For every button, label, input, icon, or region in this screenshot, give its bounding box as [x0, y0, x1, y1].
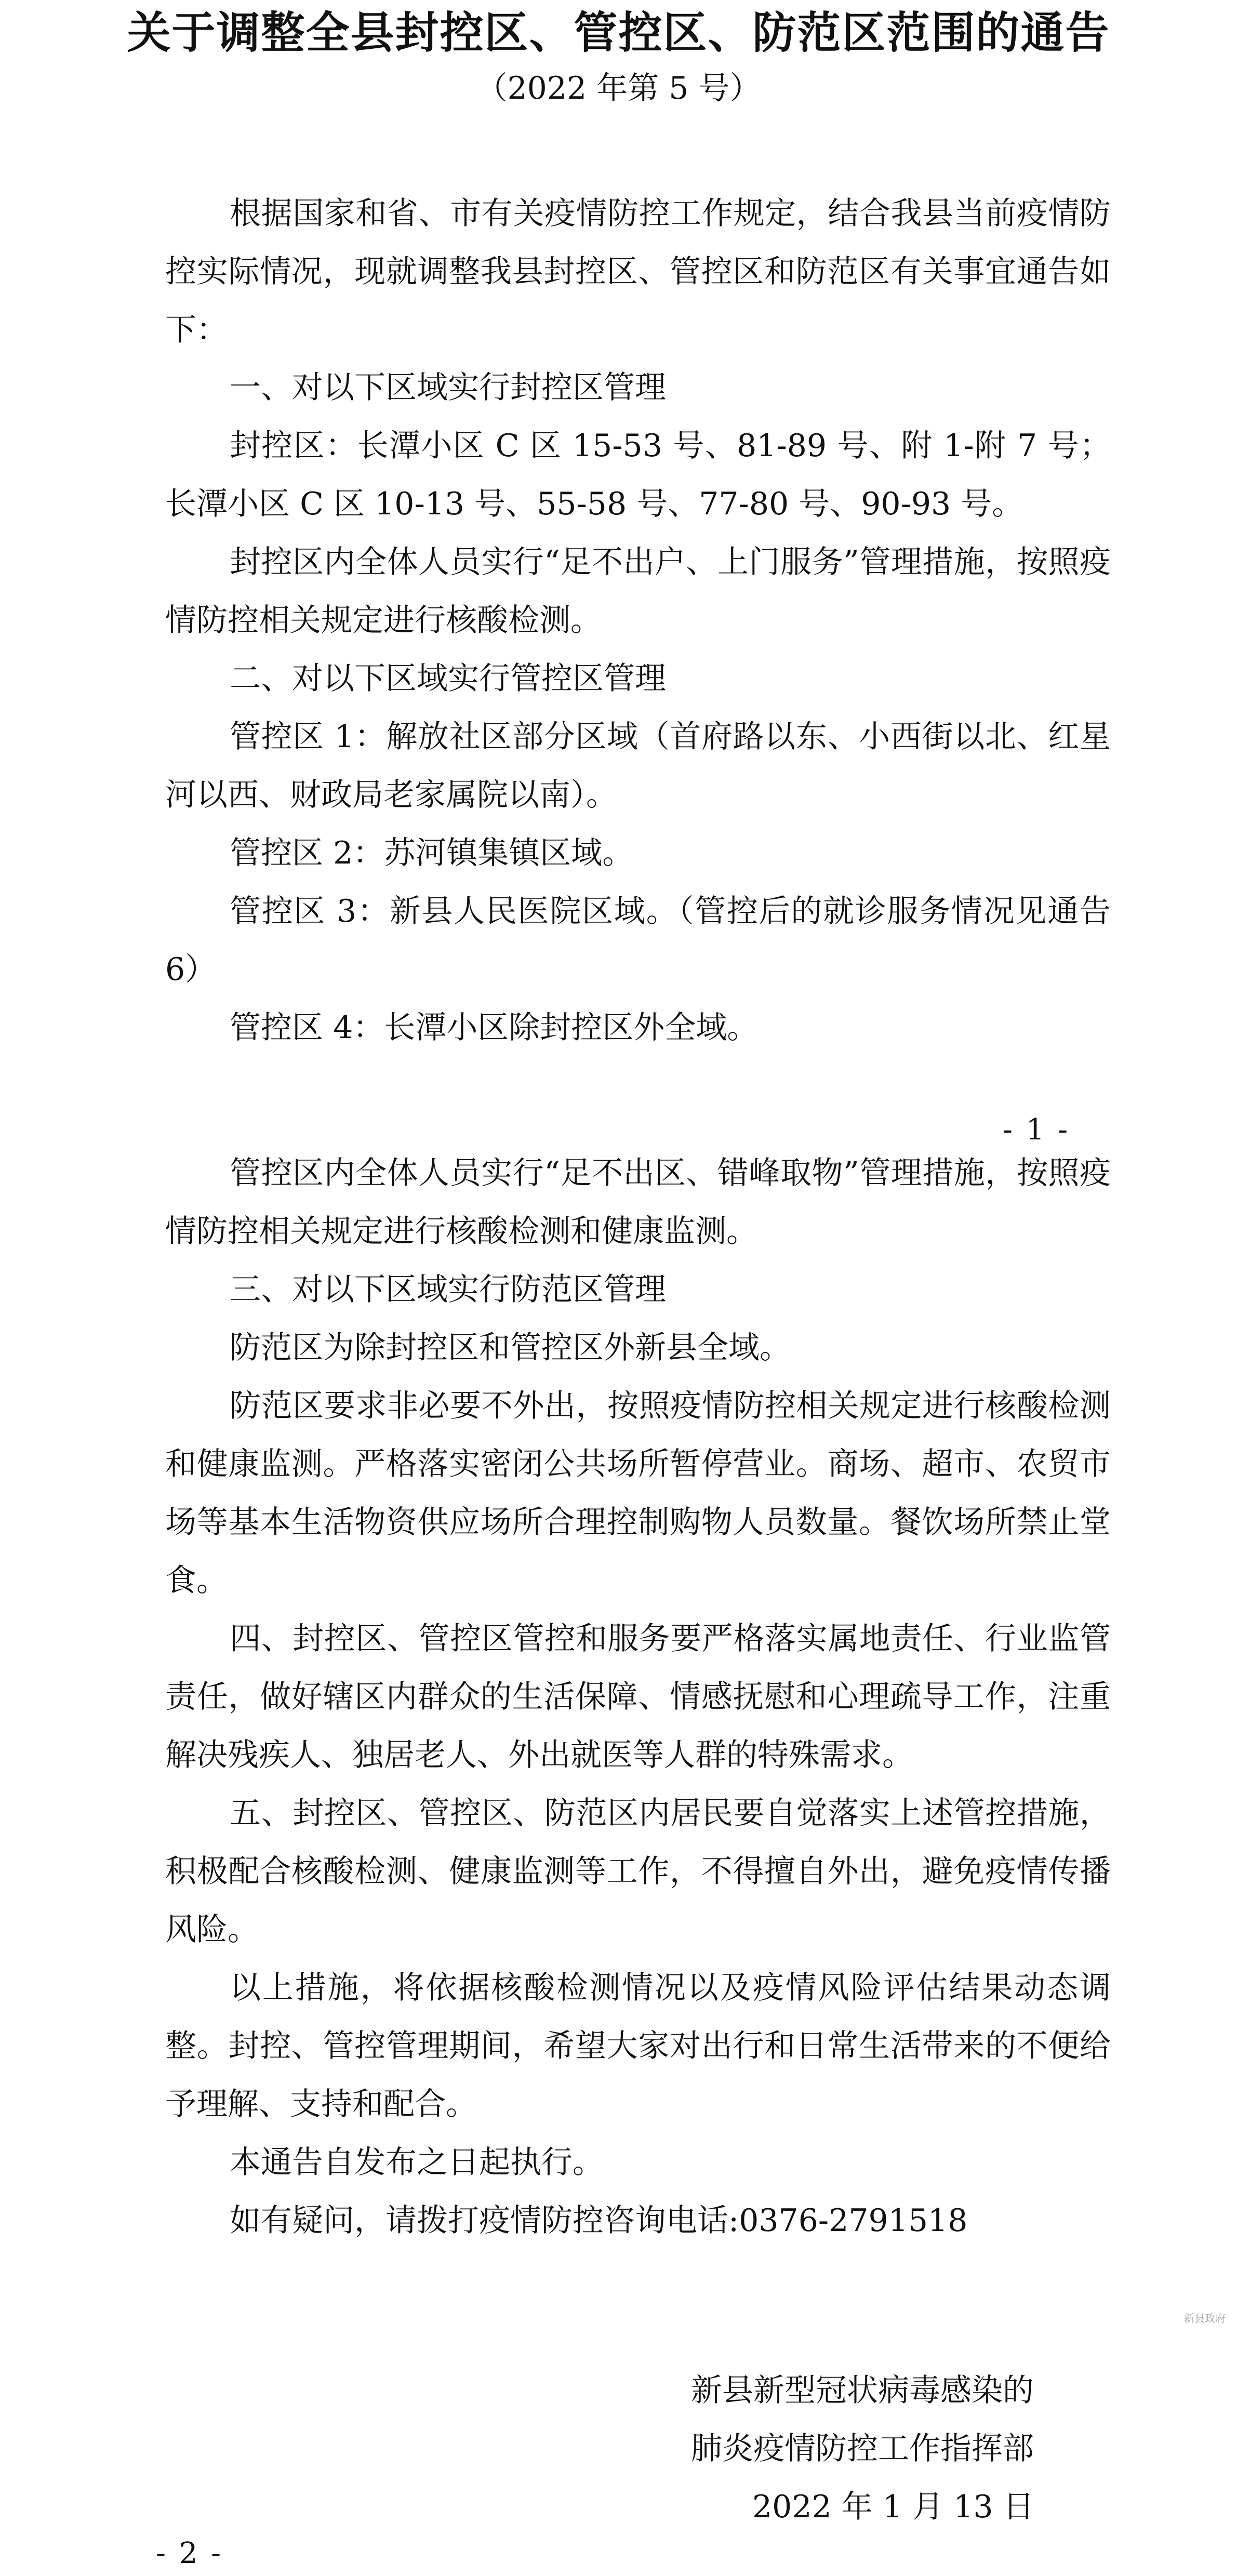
section4-paragraph: 四、封控区、管控区管控和服务要严格落实属地责任、行业监管责任，做好辖区内群众的生活保障、情感抚慰和心理疏导工作，注重解决残疾人、独居老人、外出就医等人群的特殊需求。	[165, 1621, 1111, 1773]
zone-measure-paragraph: 管控区内全体人员实行“足不出区、错峰取物”管理措施，按照疫情防控相关规定进行核酸检测和健康监测。	[165, 1155, 1111, 1250]
page-number-1: - 1 -	[1003, 1113, 1070, 1147]
page-number-2: - 2 -	[156, 2537, 223, 2570]
notice-title: 关于调整全县封控区、管控区、防范区范围的通告	[127, 7, 1110, 58]
notice-number: （2022 年第 5 号）	[476, 70, 761, 107]
section3-area-line: 防范区为除封控区和管控区外新县全域。	[230, 1330, 791, 1366]
section2-heading: 二、对以下区域实行管控区管理	[230, 660, 666, 697]
intro-paragraph: 根据国家和省、市有关疫情防控工作规定，结合我县当前疫情防控实际情况，现就调整我县封控区、管控区和防范区有关事宜通告如下：	[165, 195, 1111, 348]
zone2-line: 管控区 2：苏河镇集镇区域。	[230, 835, 634, 871]
closing-paragraph: 以上措施，将依据核酸检测情况以及疫情风险评估结果动态调整。封控、管控管理期间，希望大家对出行和日常生活带来的不便给予理解、支持和配合。	[165, 1970, 1111, 2122]
watermark-logo: 新县政府	[1184, 2312, 1226, 2325]
section1-measure-paragraph: 封控区内全体人员实行“足不出户、上门服务”管理措施，按照疫情防控相关规定进行核酸检测。	[165, 544, 1111, 639]
contact-line: 如有疑问，请拨打疫情防控咨询电话:0376-2791518	[230, 2202, 968, 2239]
zone1-paragraph: 管控区 1：解放社区部分区域（首府路以东、小西街以北、红星河以西、财政局老家属院以南）。	[165, 719, 1111, 813]
section3-measure-paragraph: 防范区要求非必要不外出，按照疫情防控相关规定进行核酸检测和健康监测。严格落实密闭公共场所暂停营业。商场、超市、农贸市场等基本生活物资供应场所合理控制购物人员数量。餐饮场所禁止堂食。	[165, 1388, 1111, 1599]
zone4-line: 管控区 4：长潭小区除封控区外全域。	[230, 1010, 759, 1046]
section1-heading: 一、对以下区域实行封控区管理	[230, 369, 666, 406]
issue-date: 2022 年 1 月 13 日	[752, 2489, 1034, 2525]
effective-line: 本通告自发布之日起执行。	[230, 2144, 604, 2181]
zone3-paragraph: 管控区 3：新县人民医院区域。（管控后的就诊服务情况见通告 6）	[165, 893, 1111, 988]
issuer-line-2: 肺炎疫情防控工作指挥部	[691, 2431, 1034, 2467]
issuer-line-1: 新县新型冠状病毒感染的	[691, 2372, 1034, 2409]
section1-area-paragraph: 封控区：长潭小区 C 区 15-53 号、81-89 号、附 1-附 7 号；长潭小区 C 区 10-13 号、55-58 号、77-80 号、90-93 号。	[165, 428, 1111, 522]
section5-paragraph: 五、封控区、管控区、防范区内居民要自觉落实上述管控措施，积极配合核酸检测、健康监测等工作，不得擅自外出，避免疫情传播风险。	[165, 1795, 1111, 1948]
section3-heading: 三、对以下区域实行防范区管理	[230, 1271, 666, 1308]
